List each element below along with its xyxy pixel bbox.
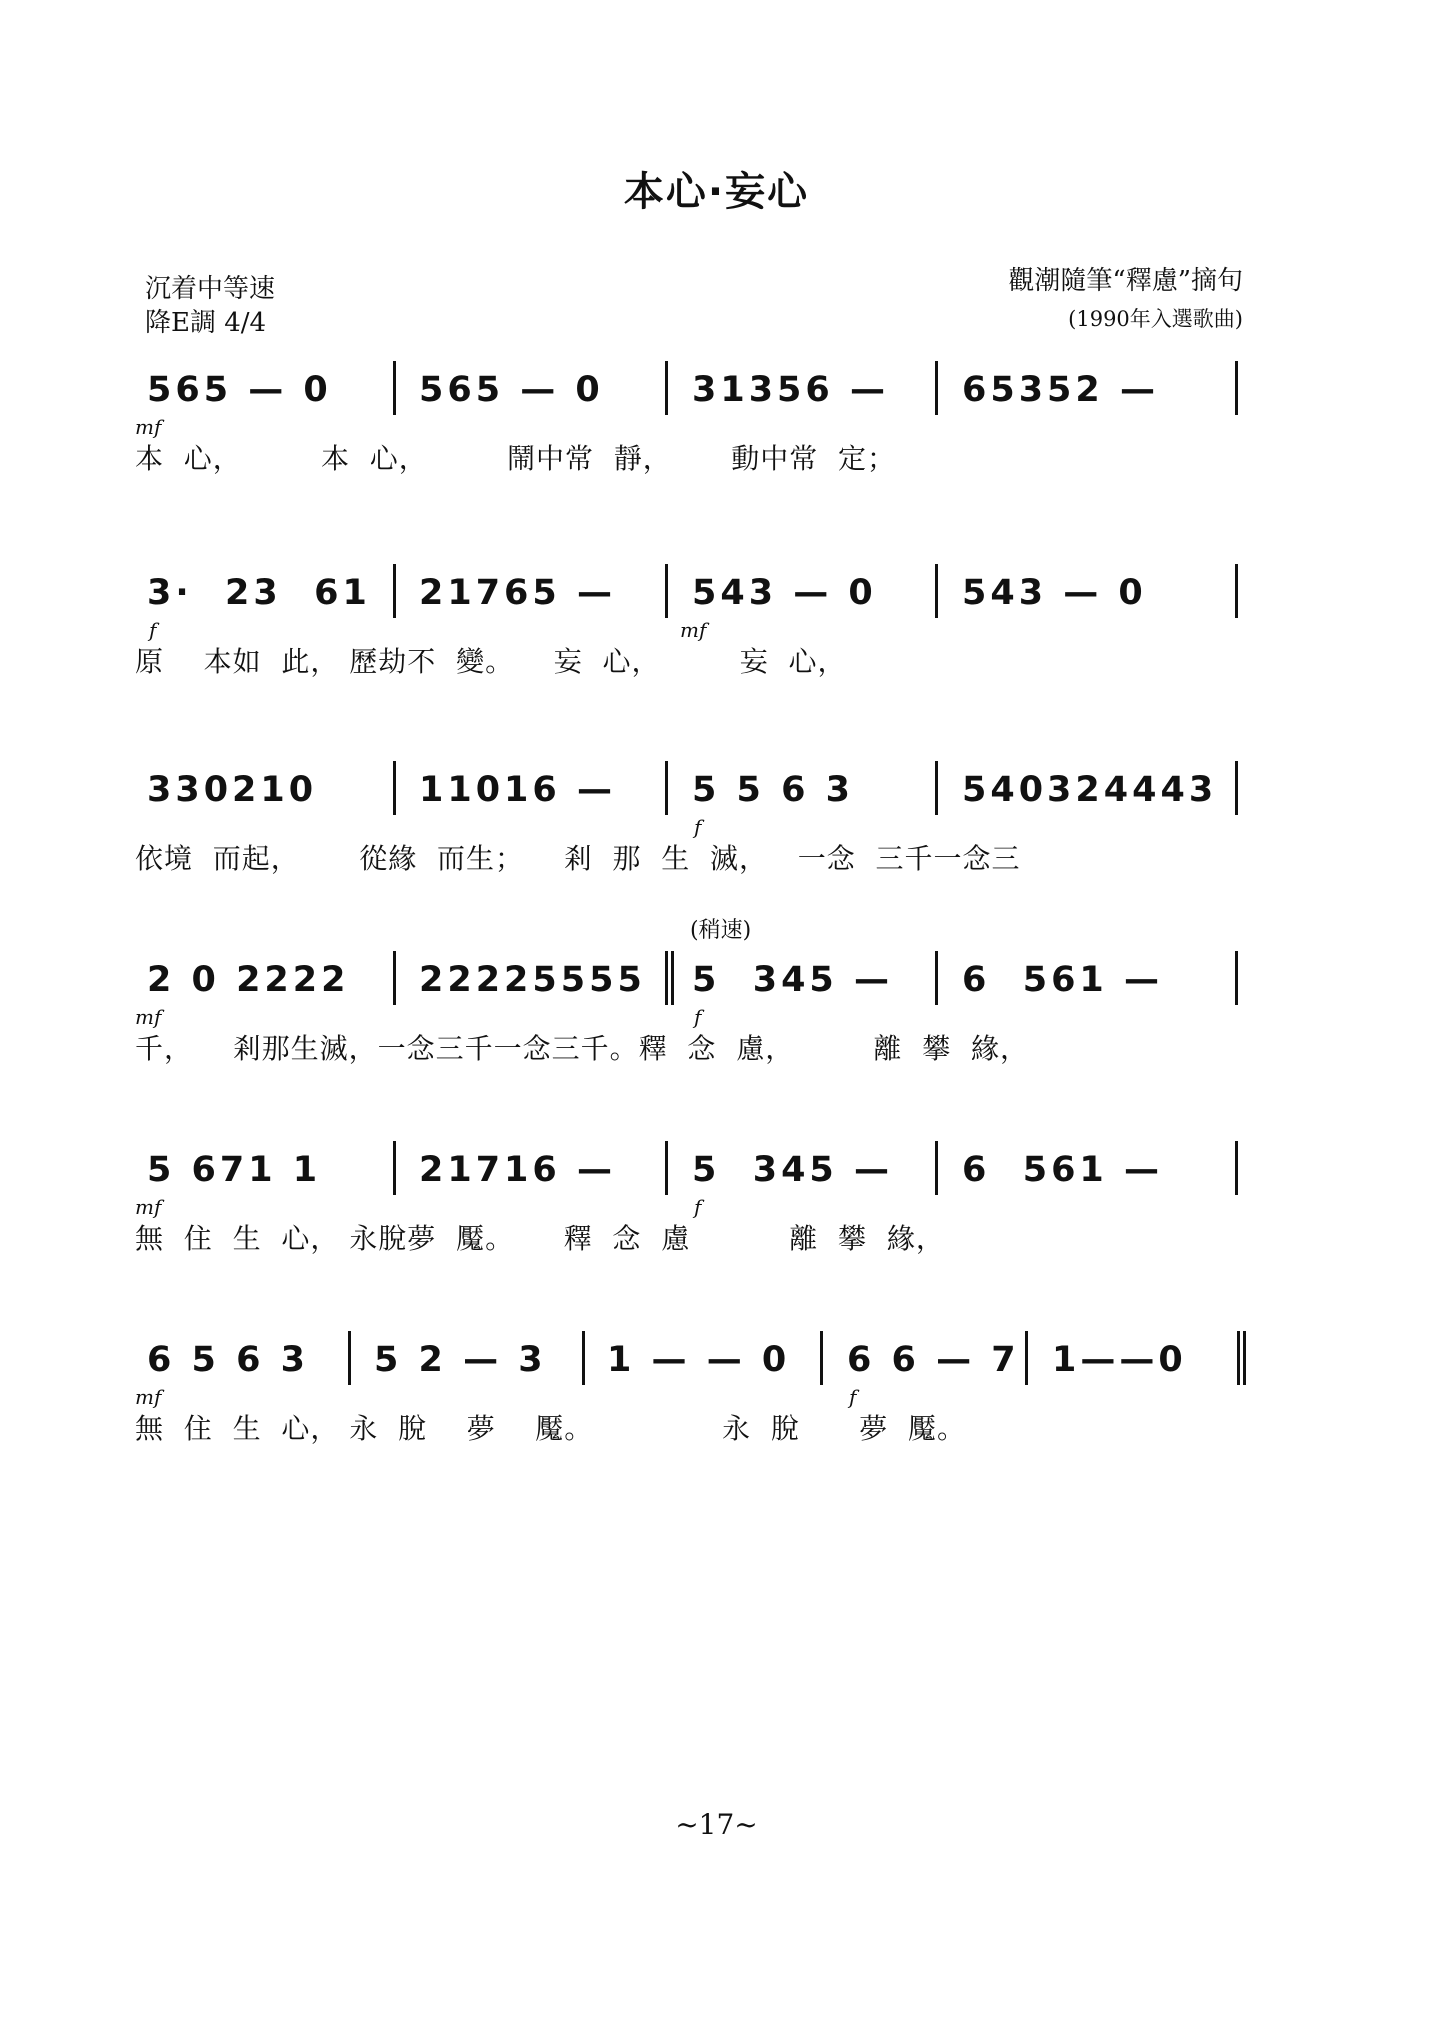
notation-row (135, 765, 1245, 839)
dynamic-marking: f (849, 1385, 857, 1409)
lyric-line: 千， 剎那生滅，一念三千一念三千。釋 念 慮， 離 攀 緣， (135, 1032, 1030, 1065)
lyric-line: 無 住 生 心， 永 脫 夢 魘。 永 脫 夢 魘。 (135, 1412, 967, 1445)
barline (935, 361, 938, 415)
double-barline (665, 951, 674, 1005)
dynamic-marking: f (694, 815, 702, 839)
measure: 5 345 — (692, 1150, 893, 1190)
page-number: ~17~ (675, 1808, 758, 1841)
measure: 6 6 — 7 (847, 1340, 1020, 1380)
lyric-line: 本 心， 本 心， 鬧中常 靜， 動中常 定； (135, 442, 897, 475)
barline (665, 1141, 668, 1195)
dynamic-marking: mf (135, 1195, 162, 1219)
barline (1235, 761, 1238, 815)
measure: 21716 — (419, 1150, 616, 1190)
key-name: 降E調 (145, 308, 216, 338)
double-barline (1237, 1331, 1246, 1385)
barline (935, 1141, 938, 1195)
award-note: (1990年入選歌曲) (1068, 307, 1243, 331)
dynamic-marking: f (694, 1195, 702, 1219)
measure: 540324443 (962, 770, 1218, 810)
notation-row (135, 1145, 1245, 1219)
dynamic-marking: mf (135, 1385, 162, 1409)
barline (935, 951, 938, 1005)
measure: 5 2 — 3 (374, 1340, 547, 1380)
barline (393, 761, 396, 815)
measure: 6 5 6 3 (147, 1340, 309, 1380)
measure: 330210 (147, 770, 318, 810)
tempo-speed: 沉着中等速 (145, 274, 276, 304)
barline (393, 564, 396, 618)
barline (665, 761, 668, 815)
barline (935, 564, 938, 618)
measure: 21765 — (419, 573, 616, 613)
song-title: 本心·妄心 (623, 169, 810, 215)
dynamic-marking: mf (135, 1005, 162, 1029)
barline (1235, 1141, 1238, 1195)
barline (393, 1141, 396, 1195)
lyric-line: 無 住 生 心， 永脫夢 魘。 釋 念 慮 離 攀 緣， (135, 1222, 945, 1255)
measure: 6 561 — (962, 1150, 1163, 1190)
barline (1235, 951, 1238, 1005)
measure: 3· 23 61 (147, 573, 371, 613)
key-signature (145, 306, 275, 340)
measure: 5 5 6 3 (692, 770, 854, 810)
dynamic-marking: mf (680, 618, 707, 642)
barline (820, 1331, 823, 1385)
measure: 565 — 0 (419, 370, 604, 410)
barline (935, 761, 938, 815)
measure: 5 345 — (692, 960, 893, 1000)
measure: 1——0 (1052, 1340, 1187, 1380)
measure: 1 — — 0 (607, 1340, 791, 1380)
lyric-line: 依境 而起， 從緣 而生； 剎 那 生 滅， 一念 三千一念三 (135, 842, 1021, 875)
lyric-source: 觀潮隨筆“釋慮”摘句 (1008, 266, 1243, 296)
dynamic-marking: f (694, 1005, 702, 1029)
measure: 543 — 0 (692, 573, 877, 613)
barline (665, 361, 668, 415)
barline (1235, 564, 1238, 618)
measure: 543 — 0 (962, 573, 1147, 613)
notation-row (135, 365, 1245, 439)
barline (393, 361, 396, 415)
tempo-marking (145, 272, 275, 340)
measure: 31356 — (692, 370, 889, 410)
barline (665, 564, 668, 618)
dynamic-marking: f (149, 618, 157, 642)
measure: 65352 — (962, 370, 1159, 410)
notation-row (135, 1335, 1245, 1409)
lyric-credit (1008, 262, 1243, 338)
dynamic-marking: mf (135, 415, 162, 439)
lyric-line: 原 本如 此， 歷劫不 變。 妄 心， 妄 心， (135, 645, 847, 678)
measure: 22225555 (419, 960, 646, 1000)
barline (1235, 361, 1238, 415)
barline (348, 1331, 351, 1385)
time-signature: 4/4 (224, 308, 267, 338)
measure: 2 0 2222 (147, 960, 350, 1000)
measure: 11016 — (419, 770, 616, 810)
notation-row (135, 568, 1245, 642)
measure: 5 671 1 (147, 1150, 322, 1190)
notation-row (135, 955, 1245, 1029)
measure: 565 — 0 (147, 370, 332, 410)
barline (582, 1331, 585, 1385)
barline (1025, 1331, 1028, 1385)
barline (393, 951, 396, 1005)
tempo-change: (稍速) (690, 918, 752, 943)
measure: 6 561 — (962, 960, 1163, 1000)
